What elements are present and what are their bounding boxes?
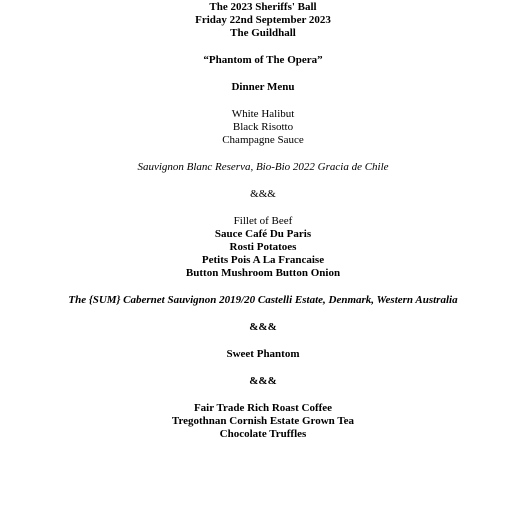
menu-item: Tregothnan Cornish Estate Grown Tea [171, 415, 355, 427]
event-title: The 2023 Sheriffs' Ball [209, 1, 317, 13]
wine-pairing: The {SUM} Cabernet Sauvignon 2019/20 Castelli Estate, Denmark, Western Australia [68, 294, 458, 306]
menu-item-dessert: Sweet Phantom [226, 348, 300, 360]
menu-item: Button Mushroom Button Onion [185, 267, 341, 279]
event-date: Friday 22nd September 2023 [195, 14, 331, 26]
menu-item: Fillet of Beef [233, 215, 293, 227]
menu-item: Black Risotto [232, 121, 294, 133]
menu-item: Chocolate Truffles [219, 428, 307, 440]
course-separator: &&& [249, 375, 277, 387]
event-header [0, 0, 526, 40]
event-venue: The Guildhall [230, 27, 296, 39]
menu-item: Fair Trade Rich Roast Coffee [193, 402, 333, 414]
course-separator: &&& [250, 188, 276, 200]
wine-pairing: Sauvignon Blanc Reserva, Bio-Bio 2022 Gracia de Chile [137, 161, 389, 173]
course-separator: &&& [249, 321, 277, 333]
menu-item: Rosti Potatoes [229, 241, 297, 253]
course-coffee [0, 402, 526, 441]
menu-item: White Halibut [231, 108, 295, 120]
menu-title: Dinner Menu [231, 81, 295, 93]
menu-item: Sauce Café Du Paris [214, 228, 312, 240]
menu-item: Petits Pois A La Francaise [201, 254, 325, 266]
menu-item: Champagne Sauce [222, 134, 304, 146]
course-starter [0, 108, 526, 147]
course-main [0, 215, 526, 280]
event-theme: “Phantom of The Opera” [203, 54, 323, 66]
